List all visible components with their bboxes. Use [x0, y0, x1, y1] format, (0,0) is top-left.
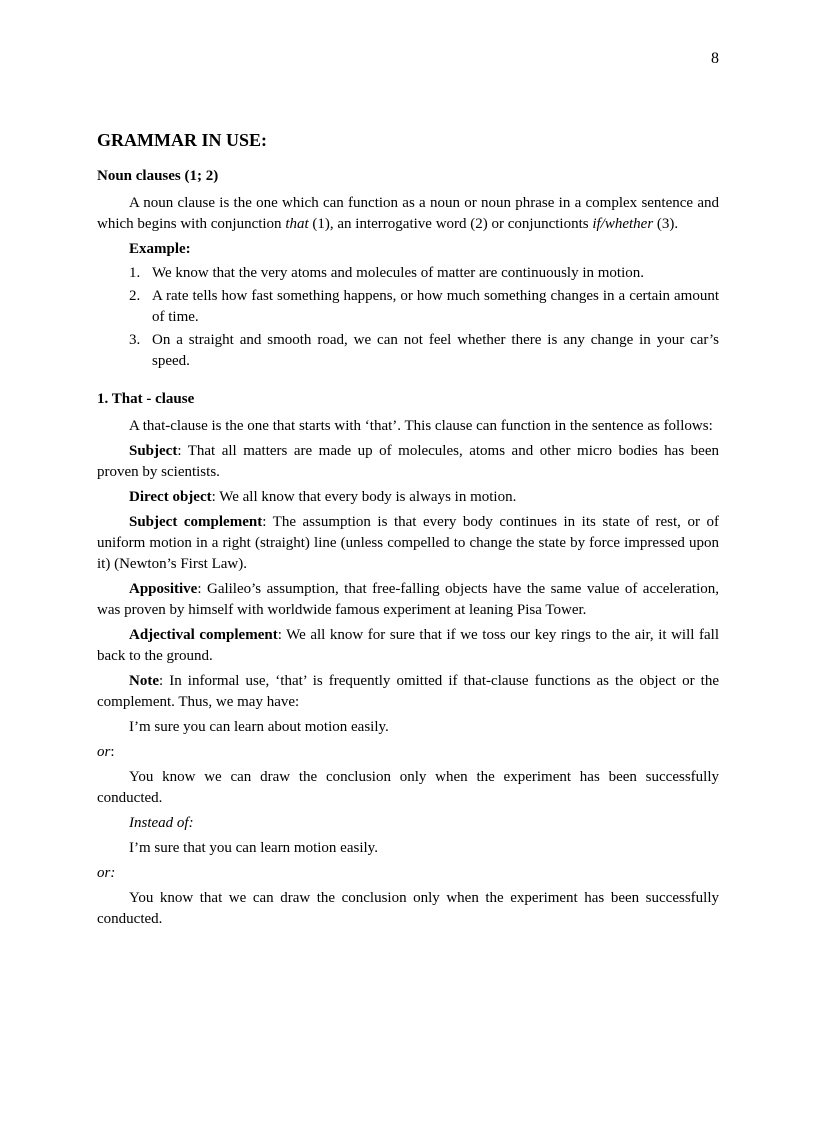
example-item — [97, 330, 719, 372]
or-connector-1 — [97, 742, 719, 763]
definition-term-that: that — [285, 216, 309, 232]
function-adjectival-complement — [97, 625, 719, 667]
definition-part-3: (3). — [653, 216, 679, 232]
example-number: 1. — [129, 265, 141, 281]
function-label: Direct object — [129, 489, 212, 505]
formal-example-2: You know that we can draw the conclusion only when the experiment has been successfully conducted. — [97, 890, 719, 927]
function-subject — [97, 441, 719, 483]
formal-example-1: I’m sure that you can learn motion easily. — [129, 840, 378, 856]
example-item — [97, 286, 719, 328]
example-text: A rate tells how fast something happens, or how much something changes in a certain amount of time. — [152, 288, 719, 325]
or-colon: : — [110, 744, 115, 760]
function-label: Subject — [129, 443, 178, 459]
function-label: Subject complement — [129, 514, 263, 530]
note-text: : In informal use, ‘that’ is frequently omitted if that-clause functions as the object or the complement. Thus, we may have: — [97, 673, 719, 710]
function-direct-object — [97, 487, 719, 508]
note-label: Note — [129, 673, 159, 689]
that-clause-heading: 1. That - clause — [97, 391, 195, 407]
informal-example-1: I’m sure you can learn about motion easily. — [129, 719, 389, 735]
example-item — [97, 263, 719, 284]
page-number: 8 — [711, 50, 719, 67]
function-label: Adjectival complement — [129, 627, 278, 643]
noun-clauses-heading: Noun clauses (1; 2) — [97, 168, 219, 184]
instead-of-label: Instead of: — [129, 815, 194, 831]
noun-clause-definition — [97, 193, 719, 235]
function-label: Appositive — [129, 581, 198, 597]
function-subject-complement — [97, 512, 719, 575]
page-content — [97, 128, 719, 930]
or-word: or — [97, 744, 111, 760]
example-number: 3. — [129, 332, 141, 348]
that-clause-intro: A that-clause is the one that starts with ‘that’. This clause can function in the sentence as follows: — [129, 418, 713, 434]
example-text: We know that the very atoms and molecules of matter are continuously in motion. — [152, 265, 645, 281]
example-list — [97, 263, 719, 372]
section-heading: GRAMMAR IN USE: — [97, 130, 267, 150]
function-text: : The assumption is that every body continues in its state of rest, or of uniform motion in a right (straight) line (unless compelled to change the state by force impressed upon it) (Newton’s First Law). — [97, 514, 719, 572]
function-text: : That all matters are made up of molecules, atoms and other micro bodies has been proven by scientists. — [97, 443, 719, 480]
function-text: : We all know that every body is always in motion. — [211, 489, 517, 505]
definition-part-2: (1), an interrogative word (2) or conjunctionts — [308, 216, 593, 232]
definition-part-1: A noun clause is the one which can function as a noun or noun phrase in a complex sentence and which begins with conjunction — [97, 195, 719, 232]
function-text: : We all know for sure that if we toss our key rings to the air, it will fall back to the ground. — [97, 627, 719, 664]
informal-example-2: You know we can draw the conclusion only when the experiment has been successfully conducted. — [97, 769, 719, 806]
note-paragraph — [97, 671, 719, 713]
example-label: Example: — [129, 241, 191, 257]
definition-term-ifwhether: if/whether — [592, 216, 654, 232]
or-connector-2: or: — [97, 865, 116, 881]
function-appositive — [97, 579, 719, 621]
example-text: On a straight and smooth road, we can not feel whether there is any change in your car’s speed. — [152, 332, 719, 369]
function-text: : Galileo’s assumption, that free-falling objects have the same value of acceleration, was proven by himself with worldwide famous experiment at leaning Pisa Tower. — [97, 581, 719, 618]
example-number: 2. — [129, 288, 141, 304]
